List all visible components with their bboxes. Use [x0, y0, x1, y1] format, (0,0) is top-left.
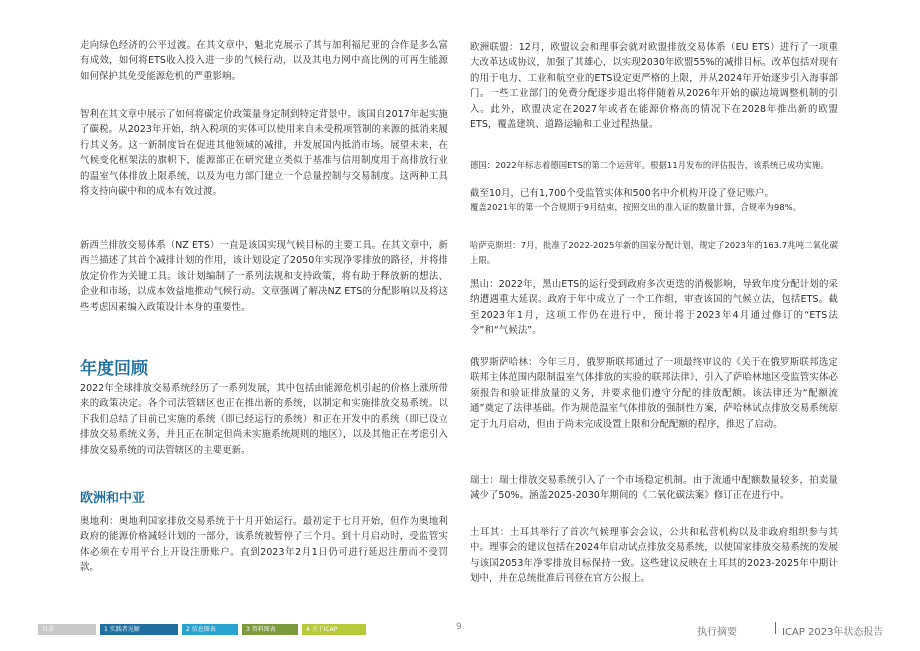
nav-tab-about-icap[interactable]: 4 关于ICAP: [302, 624, 366, 635]
paragraph-quebec: 走向绿色经济的公平过渡。在其文章中，魁北克展示了其与加利福尼亚的合作是多么富有成效，如何将ETS收入投入进一步的气候行动，以及其电力网中高比例的可再生能源如何保护其免受能源危机的严重影响。: [80, 40, 448, 82]
subheading-europe-central-asia: 欧洲和中亚: [80, 491, 146, 506]
paragraph-sakhalin: 俄罗斯萨哈林：今年三月，俄罗斯联邦通过了一项最终审议的《关于在俄罗斯联邦选定联邦主体范围内限制温室气体排放的实验的联邦法律》，引入了萨哈林地区受监管实体必须报告和验证排放量的义务，并要求他们遵守分配的排放配额。该法律还为“配额流通”奠定了法律基础。作为规范温室气体排放的强制性方案，萨哈林试点排放交易系统原定于九月启动，但由于尚未完成设置上限和分配配额的程序，推迟了启动。: [470, 357, 838, 430]
page-number: 9: [456, 622, 462, 632]
paragraph-germany-accounts: 截至10月，已有1,700个受监管实体和500名中介机构开设了登记账户。: [470, 188, 775, 199]
nav-tab-practitioner-insights[interactable]: 1 实践者见解: [100, 624, 178, 635]
paragraph-kazakhstan: 哈萨克斯坦：7月，批准了2022-2025年新的国家分配计划，规定了2023年的163.7兆吨二氧化碳上限。: [470, 240, 838, 265]
page-footer: [0, 620, 920, 644]
paragraph-switzerland: 瑞士：瑞士排放交易系统引入了一个市场稳定机制。由于流通中配额数量较多，拍卖量减少了50%。涵盖2025-2030年期间的《二氧化碳法案》修订正在进行中。: [470, 475, 838, 502]
section-heading-annual-review: 年度回顾: [80, 359, 148, 379]
paragraph-new-zealand: 新西兰排放交易体系（NZ ETS）一直是该国实现气候目标的主要工具。在其文章中，新西兰描述了其首个减排计划的作用，该计划设定了2050年实现净零排放的路径，并将排放定价作为关键工具。该计划编制了一系列法规和支持政策，将有助于释放新的想法、企业和市场，以成本效益地推动气候行动。文章强调了解决NZ ETS的分配影响以及将这些考虑因素编入政策设计本身的重要性。: [80, 240, 448, 313]
nav-tab-factsheets[interactable]: 3 资料图表: [242, 624, 298, 635]
paragraph-turkey: 土耳其：土耳其举行了首次气候理事会会议，公共和私营机构以及非政府组织参与其中。理事会的建议包括在2024年启动试点排放交易系统，以使国家排放交易系统的发展与该国2053年净零排放目标保持一致。这些建议反映在土耳其的2023-2025年中期计划中，并在总统批准后刊登在官方公报上。: [470, 527, 838, 585]
paragraph-annual-review: 2022年全球排放交易系统经历了一系列发展，其中包括由能源危机引起的价格上涨所带来的政策决定。各个司法管辖区也正在推出新的系统，以制定和实施排放交易系统。以下我们总结了目前已实施的系统（即已经运行的系统）和正在开发中的系统（即已设立排放交易系统义务，并且正在制定但尚未实施系统规则的地区），以及其他正在考虑引入排放交易系统的司法管辖区的主要更新。: [80, 383, 448, 456]
paragraph-montenegro: 黑山：2022年，黑山ETS的运行受到政府多次更迭的消极影响，导致年度分配计划的采纳遭遇重大延误。政府于年中成立了一个工作组，审查该国的气候立法，包括ETS。截至2023年1月，这项工作仍在进行中，预计将于2023年4月通过修订的“ETS法令”和“气候法”。: [470, 279, 838, 337]
nav-tab-infographics[interactable]: 2 信息图表: [182, 624, 238, 635]
footer-section-title: 执行摘要: [697, 627, 737, 638]
paragraph-austria: 奥地利：奥地利国家排放交易系统于十月开始运行。最初定于七月开始，但作为奥地利政府的能源价格减轻计划的一部分，该系统被暂停了三个月。到十月启动时，受监管实体必须在专用平台上开设注册账户。直到2023年2月1日仍可进行延迟注册而不受罚款。: [80, 516, 448, 574]
nav-tab-contents[interactable]: 目录: [38, 624, 96, 635]
footer-report-title: ICAP 2023年状态报告: [782, 627, 884, 638]
paragraph-germany-status: 德国：2022年标志着德国ETS的第二个运营年。根据11月发布的评估报告，该系统已成功实施。: [470, 160, 829, 170]
paragraph-germany-compliance: 覆盖2021年的第一个合规期于9月结束，按照交出的准入证的数量计算，合规率为98%。: [470, 202, 802, 212]
paragraph-chile: 智利在其文章中展示了如何将碳定价政策量身定制到特定背景中。该国自2017年起实施了碳税。从2023年开始，纳入税项的实体可以使用来自未受税项管制的来源的抵消来履行其义务。这一新制度旨在促进其他领域的减排，并发展国内抵消市场。展望未来，在气候变化框架法的旗帜下，能源部正在研究建立类似于基准与信用制度用于高排放行业的温室气体排放上限系统，以及为电力部门建立一个总量控制与交易制度。这两种工具将支持向碳中和的成本有效过渡。: [80, 109, 448, 198]
paragraph-eu: 欧洲联盟：12月，欧盟议会和理事会就对欧盟排放交易体系（EU ETS）进行了一项重大改革达成协议，加强了其雄心，以实现2030年欧盟55%的减排目标。改革包括对现有的用于电力、工业和航空业的ETS设定更严格的上限，并从2024年开始逐步引入海事部门。一些工业部门的免费分配逐步退出将伴随着从2026年开始的碳边境调整机制的引入。此外，欧盟决定在2027年或者在能源价格高的情况下在2028年推出新的欧盟ETS，覆盖建筑、道路运输和工业过程热量。: [470, 42, 838, 131]
footer-divider: [775, 622, 776, 634]
